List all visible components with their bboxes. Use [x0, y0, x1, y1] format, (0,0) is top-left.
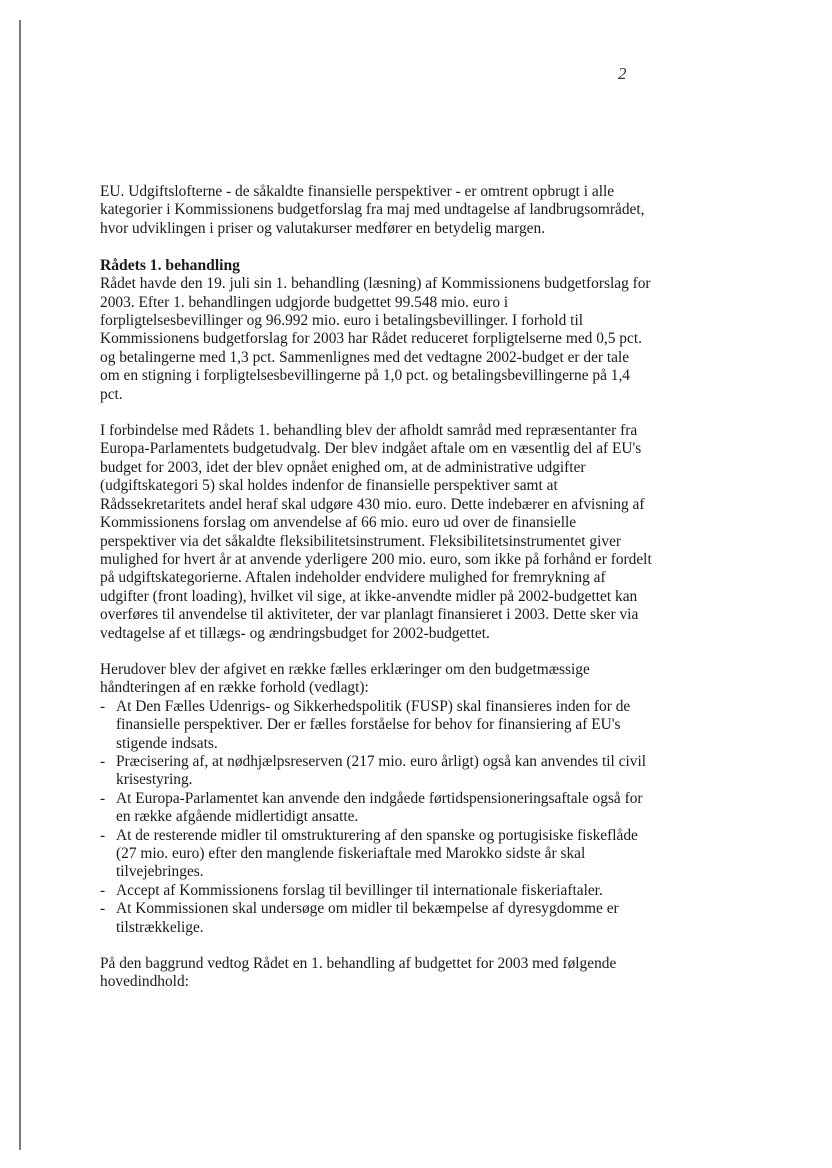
list-item	[100, 790, 652, 827]
bullet-dash: -	[100, 697, 106, 715]
section-heading: Rådets 1. behandling	[100, 257, 240, 275]
list-item	[100, 753, 652, 790]
intro-paragraph: EU. Udgiftslofterne - de såkaldte finansielle perspektiver - er omtrent opbrugt i alle kategorier i Kommissionens budgetforslag fra maj med undtagelse af landbrugsområdet, hvor udviklingen i priser og valutakurser medfører en betydelig margen.	[100, 183, 645, 237]
bullet-dash: -	[100, 789, 106, 807]
bullet-dash: -	[100, 881, 106, 899]
page-number: 2	[618, 64, 627, 83]
list-item-text: Accept af Kommissionens forslag til bevillinger til internationale fiskeriaftaler.	[116, 881, 603, 899]
list-item-text: At Den Fælles Udenrigs- og Sikkerhedspolitik (FUSP) skal finansieres inden for de finansielle perspektiver. Der er fælles forståelse for behov for finansiering af EU's stigende indsats.	[116, 697, 631, 752]
list-item	[100, 882, 652, 900]
samraad-paragraph: I forbindelse med Rådets 1. behandling blev der afholdt samråd med repræsentanter fra Europa-Parlamentets budgetudvalg. Der blev indgået aftale om en væsentlig del af EU's budget for 2003, idet der blev opnået enighed om, at de administrative udgifter (udgiftskategori 5) skal holdes indenfor de finansielle perspektiver samt at Rådssekretaritets andel heraf skal udgøre 430 mio. euro. Dette indebærer en afvisning af Kommissionens forslag om anvendelse af 66 mio. euro ud over de finansielle perspektiver via det såkaldte fleksibilitetsinstrument. Fleksibilitetsinstrumentet giver mulighed for hvert år at anvende yderligere 200 mio. euro, som ikke på forhånd er fordelt på udgiftskategorierne. Aftalen indeholder endvidere mulighed for fremrykning af udgifter (front loading), hvilket vil sige, at ikke-anvendte midler på 2002-budgettet kan overføres til anvendelse til aktiviteter, der var planlagt finansieret i 2003. Dette sker via vedtagelse af et tillægs- og ændringsbudget for 2002-budgettet.	[100, 422, 652, 642]
bullet-dash: -	[100, 752, 106, 770]
list-item-text: At Kommissionen skal undersøge om midler til bekæmpelse af dyresygdomme er tilstrækkelige.	[116, 900, 619, 936]
list-item-text: At de resterende midler til omstrukturering af den spanske og portugisiske fiskeflåde (27 mio. euro) efter den manglende fiskeriaftale med Marokko sidste år skal tilvejebringes.	[116, 826, 638, 881]
closing-paragraph: På den baggrund vedtog Rådet en 1. behandling af budgettet for 2003 med følgende hovedindhold:	[100, 955, 617, 991]
declarations-intro: Herudover blev der afgivet en række fælles erklæringer om den budgetmæssige håndteringen af en række forhold (vedlagt):	[100, 660, 590, 697]
document-body	[100, 183, 652, 992]
list-item-text: At Europa-Parlamentet kan anvende den indgåede førtidspensioneringsaftale også for en række afgående midlertidigt ansatte.	[116, 789, 643, 826]
scan-edge-line	[19, 20, 21, 1150]
section-body-paragraph: Rådet havde den 19. juli sin 1. behandling (læsning) af Kommissionens budgetforslag for 2003. Efter 1. behandlingen udgjorde budgettet 99.548 mio. euro i forpligtelsesbevillinger og 96.992 mio. euro i betalingsbevillinger. I forhold til Kommissionens budgetforslag for 2003 har Rådet reduceret forpligtelserne med 0,5 pct. og betalingerne med 1,3 pct. Sammenlignes med det vedtagne 2002-budget er der tale om en stigning i forpligtelsesbevillingerne på 1,0 pct. og betalingsbevillingerne på 1,4 pct.	[100, 275, 651, 403]
declarations-list	[100, 698, 652, 937]
list-item	[100, 827, 652, 882]
bullet-dash: -	[100, 900, 106, 918]
list-item	[100, 900, 652, 937]
list-item-text: Præcisering af, at nødhjælpsreserven (217 mio. euro årligt) også kan anvendes til civil krisestyring.	[116, 752, 646, 789]
list-item	[100, 698, 652, 753]
bullet-dash: -	[100, 826, 106, 844]
